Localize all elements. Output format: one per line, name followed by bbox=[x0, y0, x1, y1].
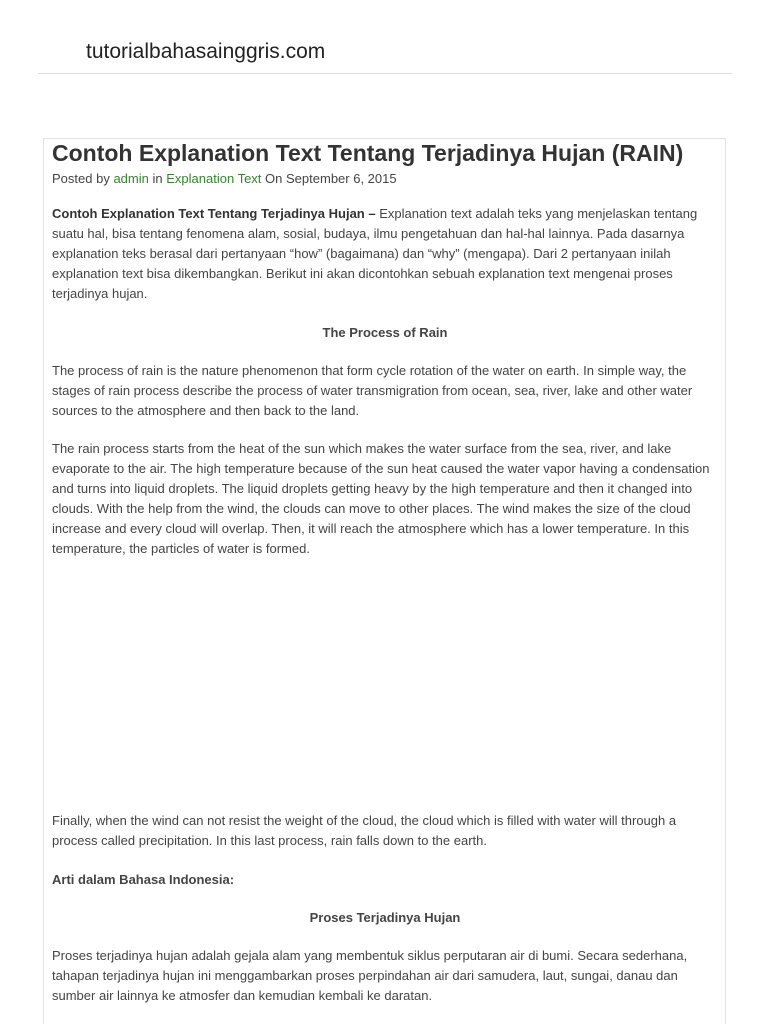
author-link[interactable]: admin bbox=[113, 171, 149, 186]
post-card bbox=[43, 138, 726, 1024]
post-content bbox=[52, 139, 718, 1006]
paragraph-id-1: Proses terjadinya hujan adalah gejala alam yang membentuk siklus perputaran air di bumi. Secara sederhana, tahapan terjadinya hujan ini menggambarkan proses perpindahan air dari samudera, laut, sungai, danau dan sumber air lainnya ke atmosfer dan kemudian kembali ke daratan. bbox=[52, 948, 688, 1003]
paragraph-en-1: The process of rain is the nature phenomenon that form cycle rotation of the water on earth. In simple way, the stages of rain process describe the process of water transmigration from ocean, sea, river, lake and other water sources to the atmosphere and then back to the land. bbox=[52, 363, 693, 418]
posted-by-label: Posted by bbox=[52, 171, 110, 186]
paragraph-en-2: The rain process starts from the heat of the sun which makes the water surface from the sea, river, and lake evaporate to the air. The high temperature because of the sun heat caused the water vapor having a condensation and turns into liquid droplets. The liquid droplets getting heavy by the high temperature and then it changed into clouds. With the help from the wind, the clouds can move to other places. The wind makes the size of the cloud increase and every cloud will overlap. Then, it will reach the atmosphere which has a lower temperature. In this temperature, the particles of water is formed. bbox=[52, 441, 710, 556]
intro-lead: Contoh Explanation Text Tentang Terjadinya Hujan – bbox=[52, 206, 376, 221]
post-meta bbox=[52, 170, 718, 188]
translation-label: Arti dalam Bahasa Indonesia: bbox=[52, 872, 235, 887]
section-heading-en: The Process of Rain bbox=[322, 325, 448, 340]
site-title-link[interactable]: tutorialbahasainggris.com bbox=[86, 40, 326, 63]
in-label: in bbox=[152, 171, 163, 186]
category-link[interactable]: Explanation Text bbox=[166, 171, 262, 186]
post-body bbox=[52, 204, 718, 1006]
post-title: Contoh Explanation Text Tentang Terjadinya Hujan (RAIN) bbox=[52, 140, 684, 166]
section-heading-id: Proses Terjadinya Hujan bbox=[309, 910, 461, 925]
site-header bbox=[38, 0, 732, 74]
intro-text: Explanation text adalah teks yang menjelaskan tentang suatu hal, bisa tentang fenomena alam, sosial, budaya, ilmu pengetahuan dan hal-hal lainnya. Pada dasarnya explanation teks berasal dari pertanyaan “how” (bagaimana) dan “why” (mengapa). Dari 2 pertanyaan inilah explanation text bisa dikembangkan. Berikut ini akan dicontohkan sebuah explanation text mengenai proses terjadinya hujan. bbox=[52, 206, 698, 301]
post-date: September 6, 2015 bbox=[286, 171, 397, 186]
ad-space bbox=[52, 559, 718, 811]
paragraph-en-3: Finally, when the wind can not resist the weight of the cloud, the cloud which is filled with water will through a process called precipitation. In this last process, rain falls down to the earth. bbox=[52, 813, 677, 848]
on-label: On bbox=[265, 171, 283, 186]
intro-paragraph bbox=[52, 204, 718, 304]
